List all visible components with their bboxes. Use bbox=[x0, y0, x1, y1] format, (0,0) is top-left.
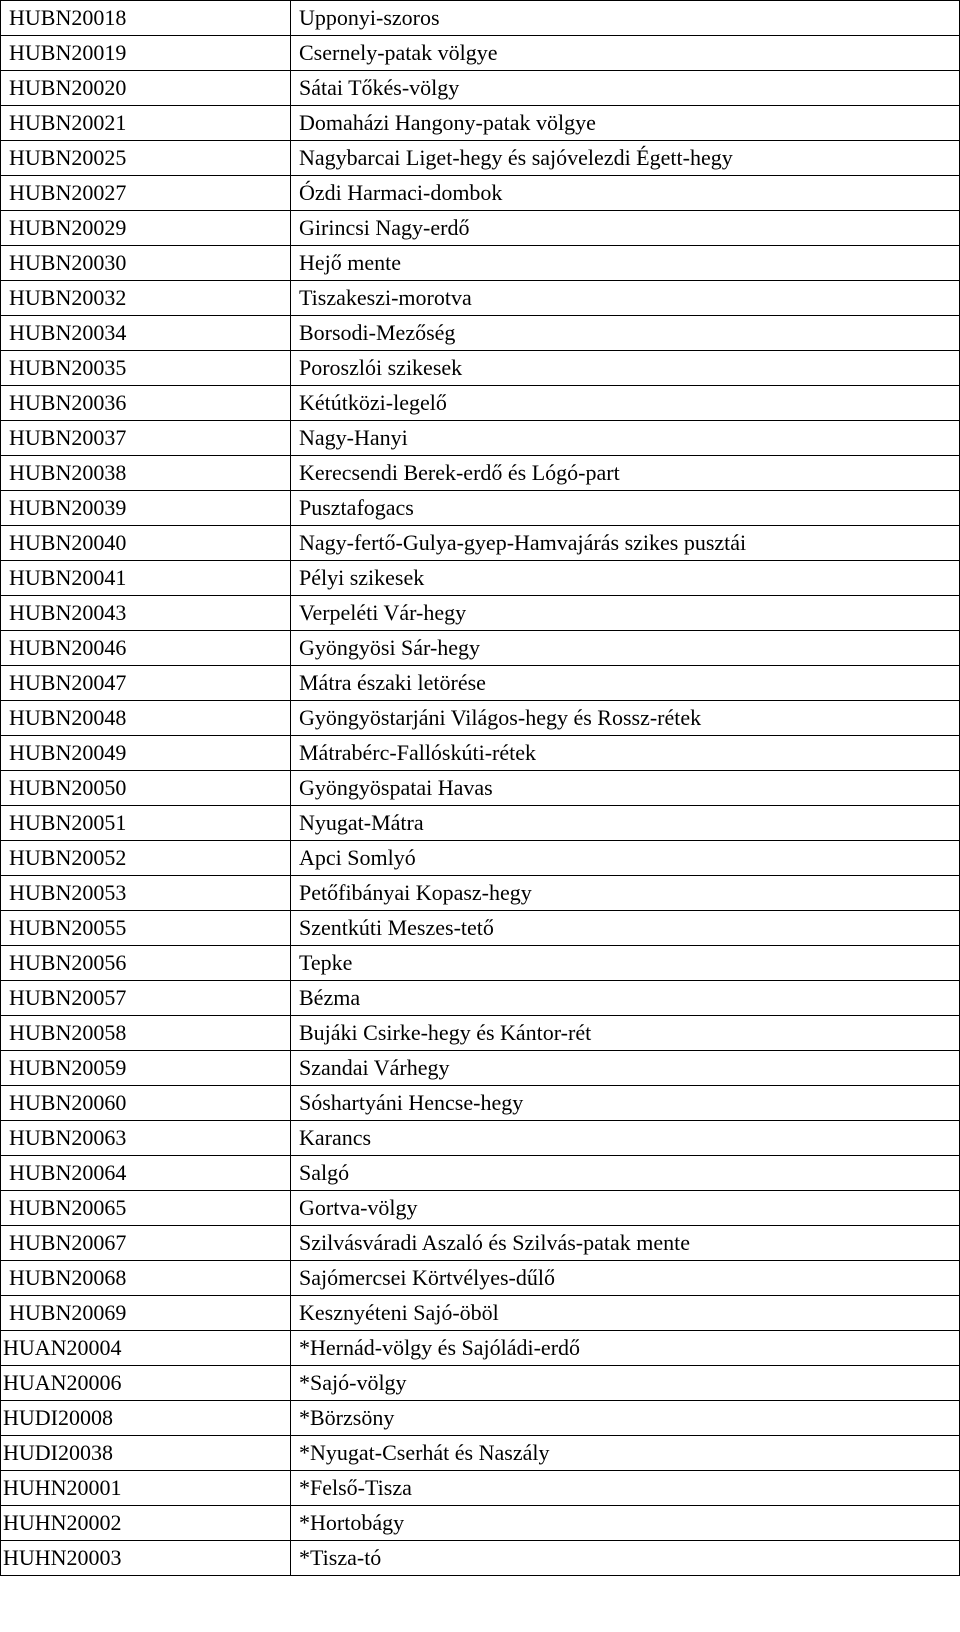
site-code-cell: HUBN20038 bbox=[1, 456, 291, 491]
site-name-cell: Ózdi Harmaci-dombok bbox=[291, 176, 960, 211]
site-name-cell: *Felső-Tisza bbox=[291, 1471, 960, 1506]
site-name-cell: Mátrabérc-Fallóskúti-rétek bbox=[291, 736, 960, 771]
site-code-cell: HUBN20069 bbox=[1, 1296, 291, 1331]
site-code-cell: HUBN20029 bbox=[1, 211, 291, 246]
site-code-cell: HUBN20018 bbox=[1, 1, 291, 36]
table-row bbox=[1, 246, 960, 281]
site-name-cell: Csernely-patak völgye bbox=[291, 36, 960, 71]
site-code-cell: HUBN20067 bbox=[1, 1226, 291, 1261]
table-row bbox=[1, 946, 960, 981]
site-code-cell: HUHN20001 bbox=[1, 1471, 291, 1506]
site-name-cell: Nagybarcai Liget-hegy és sajóvelezdi Égett-hegy bbox=[291, 141, 960, 176]
table-row bbox=[1, 526, 960, 561]
site-code-cell: HUBN20037 bbox=[1, 421, 291, 456]
table-row bbox=[1, 106, 960, 141]
site-name-cell: Bujáki Csirke-hegy és Kántor-rét bbox=[291, 1016, 960, 1051]
site-name-cell: *Hernád-völgy és Sajóládi-erdő bbox=[291, 1331, 960, 1366]
site-name-cell: Gyöngyöstarjáni Világos-hegy és Rossz-rétek bbox=[291, 701, 960, 736]
site-code-cell: HUBN20052 bbox=[1, 841, 291, 876]
table-row bbox=[1, 456, 960, 491]
table-row bbox=[1, 316, 960, 351]
site-name-cell: Sóshartyáni Hencse-hegy bbox=[291, 1086, 960, 1121]
site-code-cell: HUAN20004 bbox=[1, 1331, 291, 1366]
site-code-cell: HUBN20065 bbox=[1, 1191, 291, 1226]
site-name-cell: *Nyugat-Cserhát és Naszály bbox=[291, 1436, 960, 1471]
site-name-cell: Sátai Tőkés-völgy bbox=[291, 71, 960, 106]
site-name-cell: Tepke bbox=[291, 946, 960, 981]
site-code-cell: HUBN20046 bbox=[1, 631, 291, 666]
table-row bbox=[1, 806, 960, 841]
site-code-cell: HUBN20059 bbox=[1, 1051, 291, 1086]
table-row bbox=[1, 1541, 960, 1576]
site-name-cell: Szentkúti Meszes-tető bbox=[291, 911, 960, 946]
site-name-cell: Pélyi szikesek bbox=[291, 561, 960, 596]
site-name-cell: Gyöngyösi Sár-hegy bbox=[291, 631, 960, 666]
site-code-cell: HUDI20038 bbox=[1, 1436, 291, 1471]
table-row bbox=[1, 1366, 960, 1401]
site-name-cell: Verpeléti Vár-hegy bbox=[291, 596, 960, 631]
table-row bbox=[1, 596, 960, 631]
site-code-cell: HUAN20006 bbox=[1, 1366, 291, 1401]
site-code-cell: HUBN20057 bbox=[1, 981, 291, 1016]
site-code-cell: HUBN20048 bbox=[1, 701, 291, 736]
site-name-cell: Pusztafogacs bbox=[291, 491, 960, 526]
site-name-cell: Kerecsendi Berek-erdő és Lógó-part bbox=[291, 456, 960, 491]
table-row bbox=[1, 736, 960, 771]
site-name-cell: Nyugat-Mátra bbox=[291, 806, 960, 841]
site-name-cell: Karancs bbox=[291, 1121, 960, 1156]
table-row bbox=[1, 421, 960, 456]
table-row bbox=[1, 351, 960, 386]
site-code-cell: HUBN20050 bbox=[1, 771, 291, 806]
table-row bbox=[1, 1471, 960, 1506]
table-row bbox=[1, 1016, 960, 1051]
site-name-cell: Kesznyéteni Sajó-öböl bbox=[291, 1296, 960, 1331]
site-name-cell: *Tisza-tó bbox=[291, 1541, 960, 1576]
site-name-cell: Bézma bbox=[291, 981, 960, 1016]
site-code-cell: HUBN20068 bbox=[1, 1261, 291, 1296]
table-row bbox=[1, 491, 960, 526]
site-code-cell: HUBN20040 bbox=[1, 526, 291, 561]
site-code-cell: HUBN20041 bbox=[1, 561, 291, 596]
site-name-cell: Gyöngyöspatai Havas bbox=[291, 771, 960, 806]
site-code-cell: HUBN20025 bbox=[1, 141, 291, 176]
table-row bbox=[1, 771, 960, 806]
site-code-cell: HUBN20049 bbox=[1, 736, 291, 771]
table-body bbox=[1, 1, 960, 1576]
site-name-cell: Gortva-völgy bbox=[291, 1191, 960, 1226]
site-name-cell: Hejő mente bbox=[291, 246, 960, 281]
site-code-cell: HUBN20056 bbox=[1, 946, 291, 981]
site-name-cell: Tiszakeszi-morotva bbox=[291, 281, 960, 316]
site-name-cell: Salgó bbox=[291, 1156, 960, 1191]
site-code-cell: HUHN20003 bbox=[1, 1541, 291, 1576]
site-name-cell: Kétútközi-legelő bbox=[291, 386, 960, 421]
site-code-cell: HUBN20053 bbox=[1, 876, 291, 911]
site-code-cell: HUDI20008 bbox=[1, 1401, 291, 1436]
site-code-cell: HUBN20047 bbox=[1, 666, 291, 701]
site-code-cell: HUBN20064 bbox=[1, 1156, 291, 1191]
table-row bbox=[1, 71, 960, 106]
site-code-cell: HUBN20020 bbox=[1, 71, 291, 106]
table-row bbox=[1, 1121, 960, 1156]
table-row bbox=[1, 561, 960, 596]
site-code-cell: HUBN20063 bbox=[1, 1121, 291, 1156]
site-code-cell: HUHN20002 bbox=[1, 1506, 291, 1541]
site-code-cell: HUBN20019 bbox=[1, 36, 291, 71]
site-name-cell: Petőfibányai Kopasz-hegy bbox=[291, 876, 960, 911]
table-row bbox=[1, 141, 960, 176]
site-code-cell: HUBN20055 bbox=[1, 911, 291, 946]
table-row bbox=[1, 876, 960, 911]
site-name-cell: Poroszlói szikesek bbox=[291, 351, 960, 386]
table-row bbox=[1, 841, 960, 876]
site-code-cell: HUBN20043 bbox=[1, 596, 291, 631]
site-code-cell: HUBN20021 bbox=[1, 106, 291, 141]
table-row bbox=[1, 631, 960, 666]
table-row bbox=[1, 911, 960, 946]
table-row bbox=[1, 1086, 960, 1121]
site-code-cell: HUBN20036 bbox=[1, 386, 291, 421]
table-row bbox=[1, 1261, 960, 1296]
table-row bbox=[1, 981, 960, 1016]
site-name-cell: Mátra északi letörése bbox=[291, 666, 960, 701]
table-row bbox=[1, 1331, 960, 1366]
table-row bbox=[1, 1191, 960, 1226]
site-code-cell: HUBN20051 bbox=[1, 806, 291, 841]
site-code-cell: HUBN20027 bbox=[1, 176, 291, 211]
site-name-cell: Upponyi-szoros bbox=[291, 1, 960, 36]
site-name-cell: Domaházi Hangony-patak völgye bbox=[291, 106, 960, 141]
table-row bbox=[1, 1436, 960, 1471]
table-row bbox=[1, 1051, 960, 1086]
site-name-cell: Nagy-Hanyi bbox=[291, 421, 960, 456]
table-row bbox=[1, 1506, 960, 1541]
table-row bbox=[1, 1, 960, 36]
site-name-cell: *Sajó-völgy bbox=[291, 1366, 960, 1401]
table-row bbox=[1, 1156, 960, 1191]
site-code-cell: HUBN20030 bbox=[1, 246, 291, 281]
site-name-cell: Borsodi-Mezőség bbox=[291, 316, 960, 351]
table-row bbox=[1, 1401, 960, 1436]
site-name-cell: Nagy-fertő-Gulya-gyep-Hamvajárás szikes pusztái bbox=[291, 526, 960, 561]
site-code-cell: HUBN20035 bbox=[1, 351, 291, 386]
site-name-cell: *Börzsöny bbox=[291, 1401, 960, 1436]
table-row bbox=[1, 701, 960, 736]
site-name-cell: Girincsi Nagy-erdő bbox=[291, 211, 960, 246]
site-code-cell: HUBN20060 bbox=[1, 1086, 291, 1121]
table-row bbox=[1, 1296, 960, 1331]
site-name-cell: Szilvásváradi Aszaló és Szilvás-patak mente bbox=[291, 1226, 960, 1261]
table-row bbox=[1, 386, 960, 421]
site-code-cell: HUBN20032 bbox=[1, 281, 291, 316]
site-code-cell: HUBN20034 bbox=[1, 316, 291, 351]
table-row bbox=[1, 176, 960, 211]
table-row bbox=[1, 211, 960, 246]
site-code-cell: HUBN20058 bbox=[1, 1016, 291, 1051]
site-name-cell: Apci Somlyó bbox=[291, 841, 960, 876]
site-name-cell: Szandai Várhegy bbox=[291, 1051, 960, 1086]
table-row bbox=[1, 36, 960, 71]
table-row bbox=[1, 666, 960, 701]
table-row bbox=[1, 281, 960, 316]
site-name-cell: *Hortobágy bbox=[291, 1506, 960, 1541]
site-name-cell: Sajómercsei Körtvélyes-dűlő bbox=[291, 1261, 960, 1296]
table-row bbox=[1, 1226, 960, 1261]
site-code-cell: HUBN20039 bbox=[1, 491, 291, 526]
